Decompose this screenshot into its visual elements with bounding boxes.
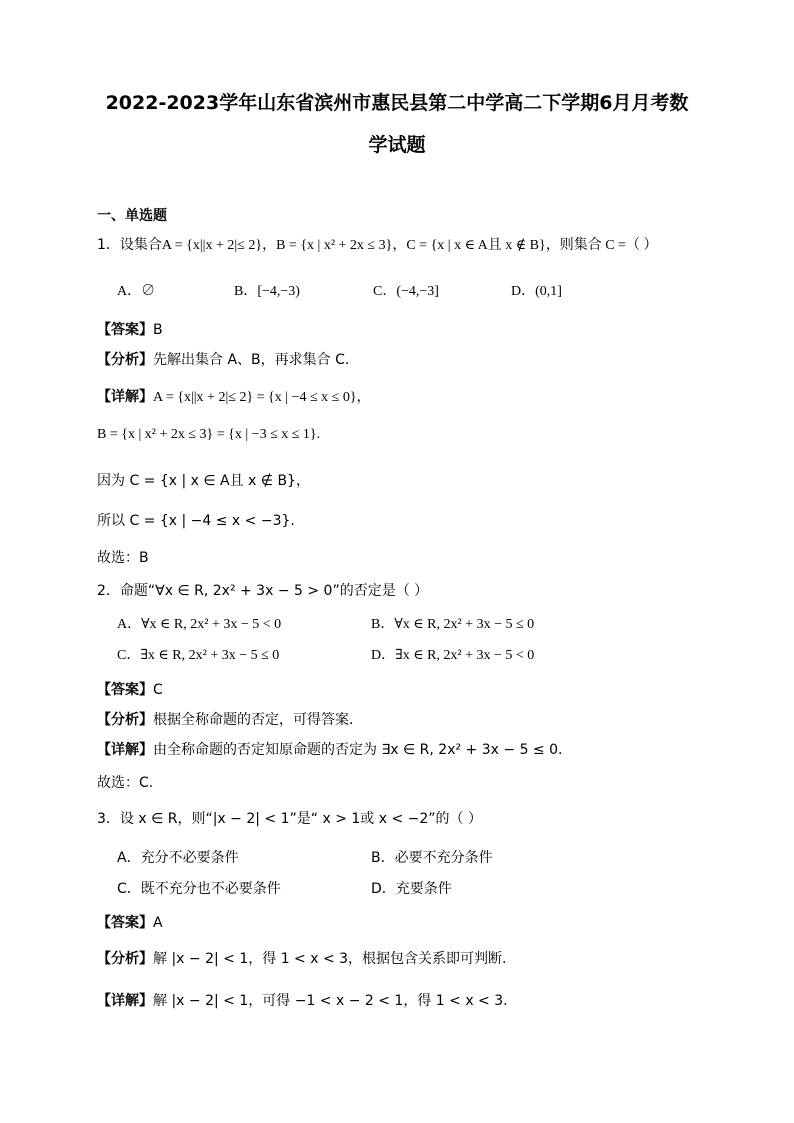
q2-option-c: C．∃x ∈ R, 2x² + 3x − 5 ≤ 0 [117, 648, 280, 663]
q3-option-c: C．既不充分也不必要条件 [117, 881, 281, 897]
q1-detail-line-4: 所以 C = {x | −4 ≤ x < −3}. [97, 513, 295, 529]
q3-option-a: A．充分不必要条件 [117, 850, 239, 866]
q3-answer-value: A [153, 915, 163, 931]
q2-analysis [97, 709, 353, 729]
q3-analysis-text: 解 |x − 2| < 1，得 1 < x < 3，根据包含关系即可判断. [153, 951, 507, 967]
answer-tag: 【答案】 [97, 915, 153, 931]
answer-tag: 【答案】 [97, 322, 153, 338]
q1-option-a: A．∅ [117, 284, 156, 299]
q1-analysis [97, 349, 349, 369]
detail-tag: 【详解】 [97, 993, 153, 1009]
answer-tag: 【答案】 [97, 682, 153, 698]
q1-stem [97, 234, 657, 254]
detail-tag: 【详解】 [97, 742, 153, 758]
analysis-tag: 【分析】 [97, 951, 153, 967]
q3-analysis [97, 948, 507, 968]
q2-detail-text: 由全称命题的否定知原命题的否定为 ∃x ∈ R, 2x² + 3x − 5 ≤ 0. [153, 742, 563, 758]
analysis-tag: 【分析】 [97, 352, 153, 368]
q2-answer [97, 679, 163, 699]
detail-tag: 【详解】 [97, 389, 153, 405]
q1-stem-prefix: 1．设集合 [97, 237, 162, 253]
title-line-2: 学试题 [368, 134, 426, 156]
analysis-tag: 【分析】 [97, 712, 153, 728]
q1-answer-value: B [153, 322, 163, 338]
q1-option-b: B．[−4,−3) [234, 284, 300, 299]
q2-option-a: A．∀x ∈ R, 2x² + 3x − 5 < 0 [117, 617, 282, 632]
q3-stem: 3．设 x ∈ R，则“|x − 2| < 1”是“ x > 1或 x < −2”的（ ） [97, 811, 482, 827]
q1-detail-line-3: 因为 C = {x | x ∈ A且 x ∉ B}， [97, 473, 310, 489]
q1-analysis-text: 先解出集合 A、B，再求集合 C. [153, 352, 350, 368]
q3-detail [97, 990, 508, 1010]
q3-detail-text: 解 |x − 2| < 1，可得 −1 < x − 2 < 1，得 1 < x < 3. [153, 993, 508, 1009]
q2-analysis-text: 根据全称命题的否定，可得答案. [153, 712, 354, 728]
q1-detail [97, 386, 371, 406]
q2-stem: 2．命题“∀x ∈ R, 2x² + 3x − 5 > 0”的否定是（ ） [97, 583, 429, 599]
q1-answer [97, 319, 163, 339]
q1-option-d: D．(0,1] [511, 284, 562, 299]
q1-option-c: C．(−4,−3] [373, 284, 439, 299]
q1-conclusion: 故选：B [97, 550, 149, 566]
q3-option-d: D．充要条件 [371, 881, 452, 897]
q1-detail-line-1: A = {x||x + 2|≤ 2} = {x | −4 ≤ x ≤ 0}， [153, 390, 371, 405]
q2-detail [97, 739, 562, 759]
q2-option-b: B．∀x ∈ R, 2x² + 3x − 5 ≤ 0 [371, 617, 535, 632]
q3-answer [97, 912, 163, 932]
title-line-1: 2022-2023学年山东省滨州市惠民县第二中学高二下学期6月月考数 [105, 92, 689, 114]
q1-detail-line-2: B = {x | x² + 2x ≤ 3} = {x | −3 ≤ x ≤ 1}. [97, 427, 321, 442]
q2-option-d: D．∃x ∈ R, 2x² + 3x − 5 < 0 [371, 648, 535, 663]
section-heading: 一、单选题 [97, 208, 167, 224]
q3-option-b: B．必要不充分条件 [371, 850, 493, 866]
q1-stem-sets: A = {x||x + 2|≤ 2}，B = {x | x² + 2x ≤ 3}，C = {x | x ∈ A且 x ∉ B}，则集合 C =（ ） [161, 238, 658, 253]
q2-conclusion: 故选：C. [97, 775, 154, 791]
q2-answer-value: C [153, 682, 163, 698]
